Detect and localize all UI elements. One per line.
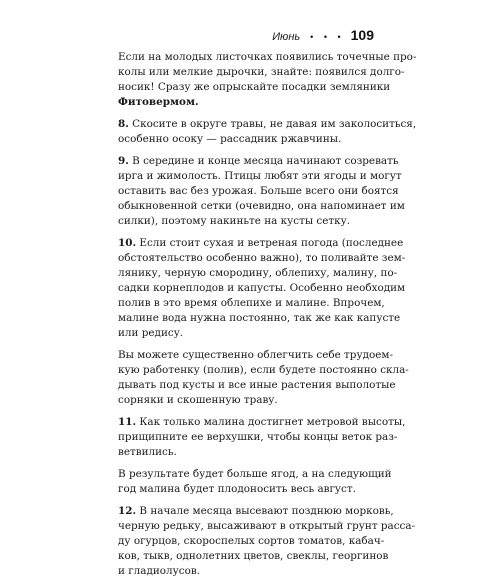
item-number: 11. <box>118 416 137 428</box>
text-line: и гладиолусов. <box>118 565 200 577</box>
text-line: малине вода нужна постоянно, так же как капусте <box>118 312 401 324</box>
text-line: особенно осоку — рассадник ржавчины. <box>118 133 342 145</box>
text-line: год малина будет плодоносить весь август. <box>118 483 356 495</box>
text-line: прищипните ее верхушки, чтобы концы веток раз- <box>118 431 398 443</box>
text-line: ду огурцов, скороспелых сортов томатов, кабач- <box>118 535 385 547</box>
paragraph-item-10 <box>118 236 406 341</box>
text-line: или редису. <box>118 327 184 339</box>
running-header <box>272 27 374 43</box>
text-line: Вы можете существенно облегчить себе трудоем- <box>118 349 393 361</box>
text-segment: Скосите в округе травы, не давая им заколоситься, <box>128 118 417 130</box>
text-line: ирга и жимолость. Птицы любят эти ягоды и могут <box>118 170 402 182</box>
text-segment: Если стоит сухая и ветреная погода (последнее <box>136 237 404 249</box>
text-line <box>118 415 406 430</box>
text-line: ков, тыкв, однолетних цветов, свеклы, георгинов <box>118 550 389 562</box>
text-line: оставить вас без урожая. Больше всего они боятся <box>118 185 399 197</box>
header-dots: • • • <box>310 32 345 42</box>
text-segment: В середине и конце месяца начинают созревать <box>128 155 399 167</box>
text-segment: Как только малина достигнет метровой высоты, <box>136 416 406 428</box>
text-line: полив в это время облепихе и малине. Впрочем, <box>118 297 385 309</box>
text-line: обыкновенной сетки (очевидно, она напоминает им <box>118 200 405 212</box>
paragraph-result <box>118 467 392 497</box>
text-line: садки корнеплодов и капусты. Особенно необходим <box>118 282 406 294</box>
text-line: В результате будет больше ягод, а на следующий <box>118 468 392 480</box>
text-line: черную редьку, высаживают в открытый грунт расса- <box>118 520 416 532</box>
item-number: 8. <box>118 118 129 130</box>
paragraph-intro <box>118 50 417 110</box>
text-segment: В начале месяца высевают позднюю морковь, <box>136 505 394 517</box>
text-line: силки), поэтому накиньте на кусты сетку. <box>118 215 351 227</box>
item-number: 10. <box>118 237 137 249</box>
text-line: носик! Сразу же опрыскайте посадки земляники <box>118 81 391 93</box>
text-line <box>118 236 404 251</box>
text-line <box>118 504 394 519</box>
text-line: дывать под кусты и все иные растения выполотые <box>118 379 396 391</box>
text-line-bold: Фитовермом. <box>118 96 199 108</box>
chapter-title: Июнь <box>272 31 301 43</box>
item-number: 9. <box>118 155 129 167</box>
paragraph-item-12 <box>118 504 416 579</box>
paragraph-item-9 <box>118 154 405 229</box>
text-line: кую работенку (полив), если будете постоянно скла- <box>118 364 409 376</box>
text-line: колы или мелкие дырочки, знайте: появился долго- <box>118 66 405 78</box>
paragraph-item-11 <box>118 415 406 460</box>
paragraph-watering-tip <box>118 348 409 408</box>
page-body <box>118 50 417 586</box>
text-line: обстоятельство особенно важно), то поливайте зем- <box>118 252 406 264</box>
page-number: 109 <box>350 27 374 43</box>
text-line: Если на молодых листочках появились точечные про- <box>118 51 417 63</box>
text-line: лянику, черную смородину, облепиху, малину, по- <box>118 267 398 279</box>
text-line <box>118 154 399 169</box>
text-line: ветвились. <box>118 446 177 458</box>
text-line <box>118 117 417 132</box>
text-line: сорняки и скошенную траву. <box>118 394 278 406</box>
item-number: 12. <box>118 505 137 517</box>
paragraph-item-8 <box>118 117 417 147</box>
